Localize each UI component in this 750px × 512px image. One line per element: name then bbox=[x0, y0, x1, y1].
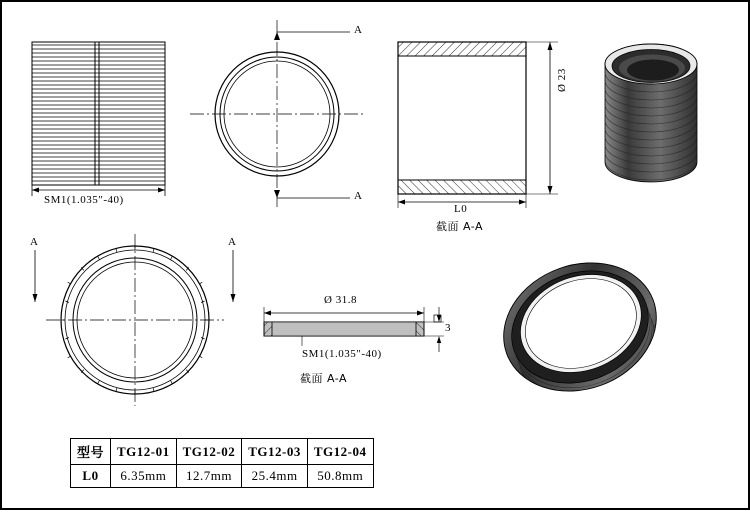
table-cell-l0-1: 12.7mm bbox=[176, 465, 242, 488]
table-header-cell-1: TG12-01 bbox=[111, 439, 177, 465]
view-ring-top bbox=[33, 234, 236, 406]
table-cell-l0-3: 50.8mm bbox=[307, 465, 373, 488]
render-ring-3d bbox=[485, 242, 676, 435]
view-tube-side bbox=[32, 42, 165, 196]
label-section-view-bottom: 截面 A-A bbox=[300, 372, 348, 385]
spec-table bbox=[70, 438, 374, 488]
label-section-mark-top-a1: A bbox=[354, 24, 363, 36]
label-diameter-23: Ø 23 bbox=[556, 68, 568, 92]
table-cell-l0-0: 6.35mm bbox=[111, 465, 177, 488]
table-header-row bbox=[71, 439, 374, 465]
table-row-label: L0 bbox=[71, 465, 111, 488]
table-header-cell-2: TG12-02 bbox=[176, 439, 242, 465]
label-thickness-3: 3 bbox=[445, 322, 451, 334]
table-cell-l0-2: 25.4mm bbox=[242, 465, 308, 488]
drawing-vector-layer bbox=[2, 2, 750, 512]
label-thread-spec-bottom: SM1(1.035″-40) bbox=[302, 348, 382, 360]
view-tube-section bbox=[398, 42, 558, 208]
label-section-mark-bottom-a1: A bbox=[30, 236, 39, 248]
label-diameter-318: Ø 31.8 bbox=[324, 294, 357, 306]
view-tube-top bbox=[190, 20, 364, 207]
table-row bbox=[71, 465, 374, 488]
label-length-l0-top: L0 bbox=[454, 203, 468, 215]
table-header-cell-0: 型号 bbox=[71, 439, 111, 465]
label-thread-spec-top: SM1(1.035″-40) bbox=[44, 194, 124, 206]
table-header-cell-3: TG12-03 bbox=[242, 439, 308, 465]
label-section-mark-bottom-a2: A bbox=[228, 236, 237, 248]
render-tube-3d bbox=[605, 44, 697, 182]
label-section-view-top: 截面 A-A bbox=[436, 220, 484, 233]
view-ring-section bbox=[264, 307, 444, 352]
label-section-mark-top-a2: A bbox=[354, 190, 363, 202]
table-header-cell-4: TG12-04 bbox=[307, 439, 373, 465]
